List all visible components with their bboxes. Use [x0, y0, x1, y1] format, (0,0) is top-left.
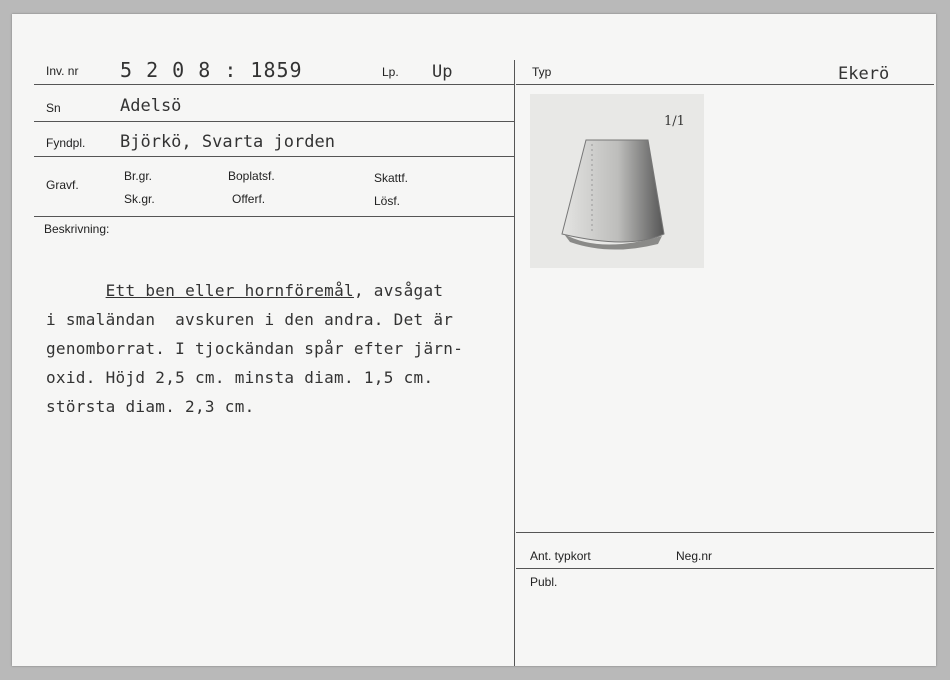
lp-value: Up: [432, 62, 453, 82]
description-underlined: Ett ben eller hornföremål: [105, 281, 354, 300]
offerf-label: Offerf.: [232, 192, 266, 206]
sn-value: Adelsö: [120, 96, 182, 116]
typ-value: Ekerö: [838, 64, 890, 84]
description-line-4: oxid. Höjd 2,5 cm. minsta diam. 1,5 cm.: [46, 368, 434, 387]
divider-publ: [516, 568, 934, 569]
divider-gravf: [34, 216, 514, 217]
divider-ant: [516, 532, 934, 533]
gravf-label: Gravf.: [46, 178, 79, 192]
losf-label: Lösf.: [374, 194, 401, 208]
divider-typ: [516, 84, 934, 85]
skattf-label: Skattf.: [374, 171, 409, 185]
fyndpl-value: Björkö, Svarta jorden: [120, 132, 335, 152]
boplatsf-label: Boplatsf.: [228, 169, 275, 183]
divider-fyndpl: [34, 156, 514, 157]
description-line-1: Ett ben eller hornföremål, avsågat: [105, 281, 444, 300]
description-text: [46, 276, 516, 421]
description-line-3: genomborrat. I tjockändan spår efter järn-: [46, 339, 464, 358]
sn-label: Sn: [46, 101, 61, 115]
lp-label: Lp.: [382, 65, 399, 79]
divider-sn: [34, 121, 514, 122]
br-gr-label: Br.gr.: [124, 169, 153, 183]
beskrivning-label: Beskrivning:: [44, 222, 110, 236]
object-photo: [530, 94, 704, 268]
catalog-card: [12, 14, 936, 666]
description-line-5: största diam. 2,3 cm.: [46, 397, 255, 416]
publ-label: Publ.: [530, 575, 558, 589]
inv-nr-value: 5 2 0 8 : 1859: [120, 58, 303, 82]
sk-gr-label: Sk.gr.: [124, 192, 155, 206]
scale-label: 1/1: [664, 114, 685, 129]
fyndpl-label: Fyndpl.: [46, 136, 86, 150]
neg-nr-label: Neg.nr: [676, 549, 713, 563]
description-line-2: i smaländan avskuren i den andra. Det är: [46, 310, 454, 329]
typ-label: Typ: [532, 65, 552, 79]
divider-inv: [34, 84, 514, 85]
ant-typkort-label: Ant. typkort: [530, 549, 591, 563]
inv-nr-label: Inv. nr: [46, 64, 79, 78]
